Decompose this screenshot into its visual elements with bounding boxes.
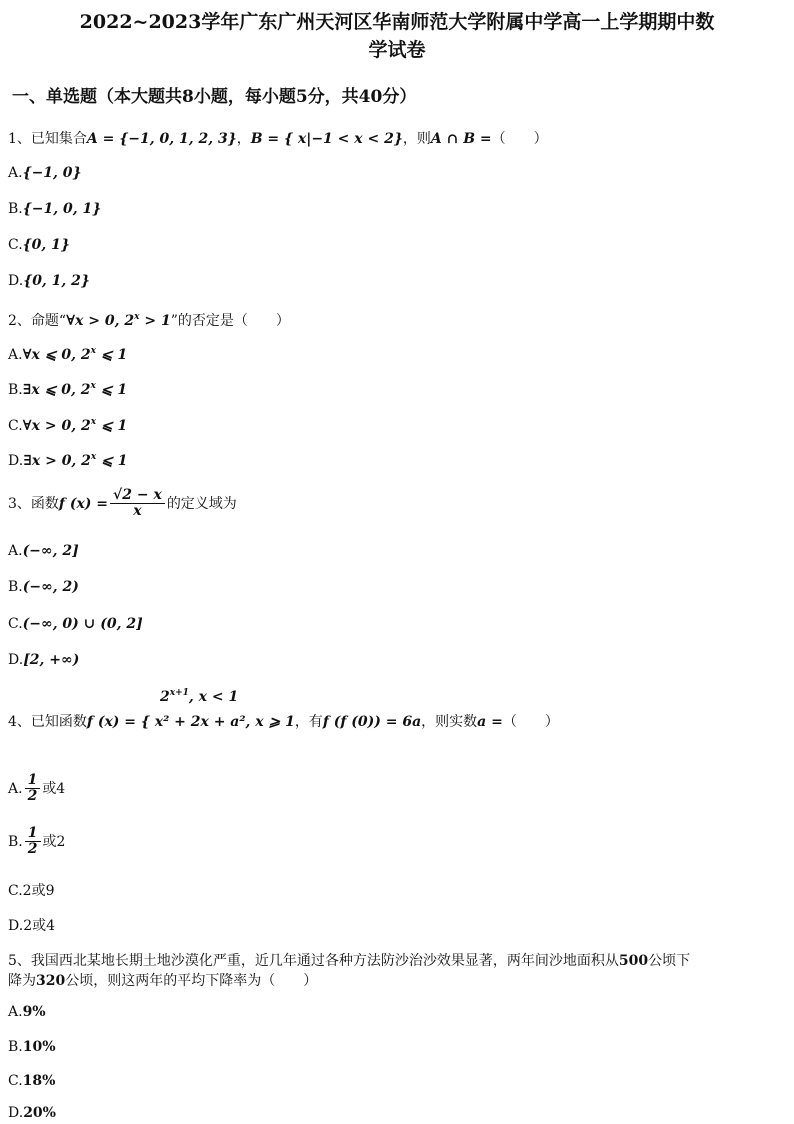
question-3-option-c[interactable]: C.(−∞, 0) ∪ (0, 2] [8,616,143,632]
section-heading: 一、单选题（本大题共8小题，每小题5分，共40分） [12,87,417,107]
question-5-option-a[interactable]: A.9% [8,1004,46,1020]
question-4-option-b[interactable]: B. $\frac{1}{2}$ 或2 [8,825,66,858]
question-2-option-b[interactable]: B.∃x ⩽ 0, 2$^x$ ⩽ 1 [8,381,128,398]
question-4-option-c[interactable]: C.2或9 [8,883,55,899]
question-1-option-b[interactable]: B.{−1, 0, 1} [8,201,102,217]
title-line-1: 2022~2023学年广东广州天河区华南师范大学附属中学高一上学期期中数 [79,11,715,33]
page-title [0,8,794,64]
question-5-option-c[interactable]: C.18% [8,1073,56,1089]
fraction: $\frac{√2 - x}{x}$ [110,488,165,520]
question-5-option-d[interactable]: D.20% [8,1105,56,1121]
question-3-option-a[interactable]: A.(−∞, 2] [8,543,79,559]
question-3-option-b[interactable]: B.(−∞, 2) [8,579,79,595]
question-3-option-d[interactable]: D.[2, +∞) [8,652,80,668]
question-5-option-b[interactable]: B.10% [8,1039,56,1055]
question-2-option-d[interactable]: D.∃x > 0, 2$^x$ ⩽ 1 [8,452,128,469]
question-4-option-d[interactable]: D.2或4 [8,918,56,934]
question-3-stem: 3、函数f (x) = $\frac{√2 - x}{x}$ 的定义域为 [8,487,237,520]
question-2-option-a[interactable]: A.∀x ⩽ 0, 2$^x$ ⩽ 1 [8,346,128,363]
question-5-stem-line-2: 降为320公顷，则这两年的平均下降率为（ ） [8,973,318,989]
question-2-option-c[interactable]: C.∀x > 0, 2$^x$ ⩽ 1 [8,417,128,434]
question-1-option-d[interactable]: D.{0, 1, 2} [8,273,90,289]
title-line-2: 学试卷 [368,39,426,61]
question-5-stem-line-1: 5、我国西北某地长期土地沙漠化严重，近几年通过各种方法防沙治沙效果显著，两年间沙地面积从500公顷下 [8,953,691,969]
piecewise-top-row: $2^{x+1}$, x < 1 [160,688,239,705]
question-1-option-a[interactable]: A.{−1, 0} [8,165,82,181]
question-4-option-a[interactable]: A. $\frac{1}{2}$ 或4 [8,772,66,805]
question-1-stem: 1、已知集合A = {−1, 0, 1, 2, 3}，B = { x|−1 < x < 2}，则A ∩ B =（ ） [8,131,548,147]
question-1-option-c[interactable]: C.{0, 1} [8,237,70,253]
question-4-stem: 4、已知函数f (x) = { x² + 2x + a², x ⩾ 1，有f (f (0)) = 6a，则实数a =（ ） [8,714,559,730]
question-2-stem: 2、命题“∀x > 0, $2^x > 1$”的否定是（ ） [8,312,290,329]
